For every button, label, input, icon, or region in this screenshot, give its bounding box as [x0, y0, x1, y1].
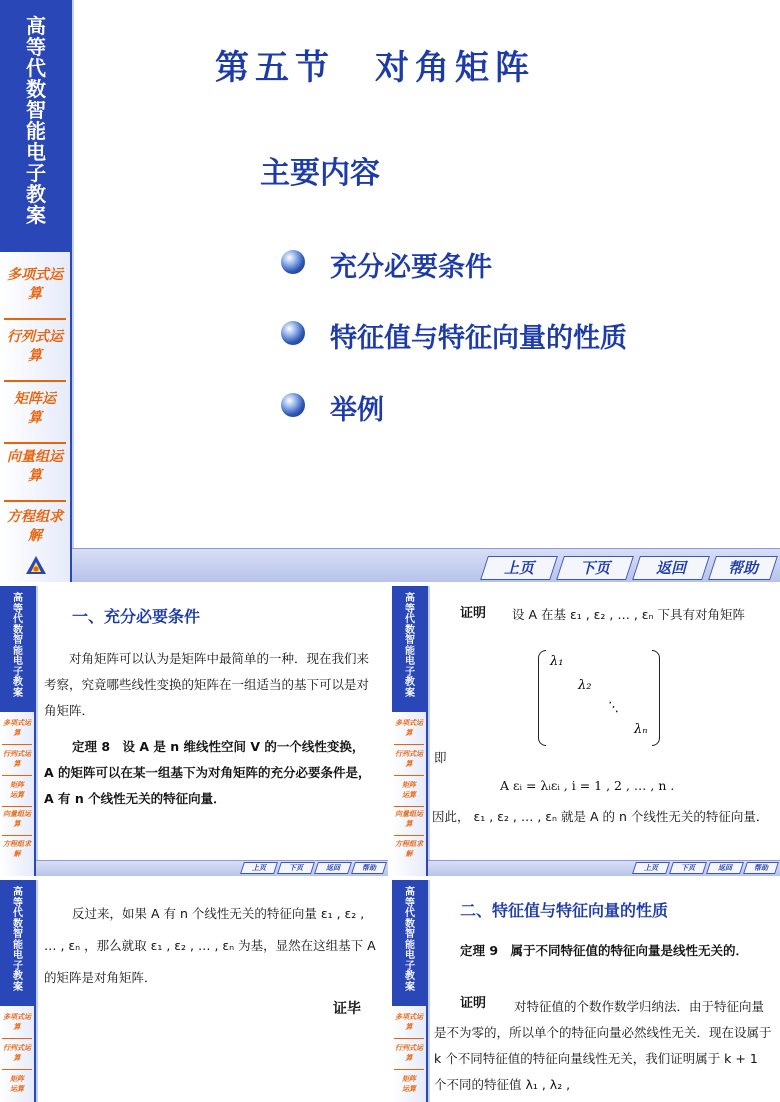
sidebar-menu: [392, 712, 428, 876]
content-item-1[interactable]: 充分必要条件: [330, 252, 492, 283]
diagonal-matrix: [538, 650, 660, 746]
nav-bar: [72, 548, 780, 582]
sidebar: [0, 0, 72, 582]
slide-title: 第五节 对角矩阵: [215, 48, 535, 88]
menu-item-polynomial[interactable]: 多项式运算: [0, 718, 34, 746]
help-button[interactable]: 帮助: [351, 862, 387, 874]
menu-item-matrix[interactable]: 矩阵运算: [0, 390, 70, 446]
nav-bar: [36, 860, 388, 876]
paragraph: 反过来，如果 A 有 n 个线性无关的特征向量 ε₁ , ε₂ , … , εₙ ，那么就取 ε₁ , ε₂ , … , εₙ 为基，显然在这组基下 A 的矩阵是对角矩阵．: [44, 906, 376, 985]
slide-4: [0, 880, 388, 1102]
sidebar-title: 高 等 代 数 智 能 电 子 教 案: [392, 586, 428, 712]
menu-item-polynomial[interactable]: 多项式运算: [0, 1012, 34, 1040]
matrix-entry: λ₁: [550, 654, 564, 669]
sidebar: [392, 586, 428, 876]
theorem-9: 定理 9 属于不同特征值的特征向量是线性无关的．: [460, 943, 749, 958]
menu-item-determinant[interactable]: 行列式运算: [392, 749, 426, 777]
menu-item-matrix[interactable]: 矩阵运算: [402, 1074, 416, 1093]
sidebar-menu: [0, 712, 36, 876]
menu-item-matrix[interactable]: 矩阵运算: [392, 780, 426, 808]
prev-page-button[interactable]: 上页: [480, 556, 558, 580]
next-page-button[interactable]: 下页: [556, 556, 634, 580]
section-heading: 二、特征值与特征向量的性质: [460, 901, 669, 920]
menu-item-polynomial[interactable]: 多项式运算: [0, 266, 70, 322]
menu-item-equation[interactable]: 方程组求解: [7, 509, 63, 544]
content-item-3[interactable]: 举例: [330, 395, 384, 426]
content-area: [36, 586, 388, 876]
menu-item-determinant[interactable]: 行列式运算: [0, 749, 34, 777]
menu-item-matrix[interactable]: 矩阵运算: [0, 780, 34, 808]
menu-item-determinant[interactable]: 行列式运算: [0, 328, 70, 384]
back-button[interactable]: 返回: [632, 556, 710, 580]
nav-bar: [428, 860, 780, 876]
sidebar-title: 高 等 代 数 智 能 电 子 教 案: [0, 586, 36, 712]
slide-subtitle: 主要内容: [260, 156, 380, 191]
sidebar-title: 高 等 代 数 智 能 电 子 教 案: [0, 880, 36, 1006]
slide-3: [392, 586, 780, 876]
slide-5: [392, 880, 780, 1102]
conclusion-text: 因此， ε₁ , ε₂ , … , εₙ 就是 A 的 n 个线性无关的特征向量．: [432, 809, 769, 824]
paragraph: 对角矩阵可以认为是矩阵中最简单的一种．现在我们来考察，究竟哪些线性变换的矩阵在一组适当的基下可以是对角矩阵．: [44, 651, 370, 718]
prev-page-button[interactable]: 上页: [240, 862, 278, 874]
matrix-entry: λ₂: [578, 678, 592, 693]
menu-item-determinant[interactable]: 行列式运算: [392, 1043, 426, 1071]
bullet-icon: [281, 393, 305, 417]
menu-item-matrix[interactable]: 矩阵运算: [10, 1074, 24, 1093]
sidebar-menu: [392, 1006, 428, 1102]
menu-item-vector[interactable]: 向量组运算: [0, 809, 34, 837]
sidebar: [392, 880, 428, 1102]
proof-end: 证毕: [333, 1001, 361, 1017]
menu-item-vector[interactable]: 向量组运算: [392, 809, 426, 837]
sidebar: [0, 880, 36, 1102]
text-ji: 即: [434, 750, 447, 765]
matrix-entry: λₙ: [634, 722, 648, 737]
menu-item-equation[interactable]: 方程组求解: [395, 839, 423, 858]
slide-2: [0, 586, 388, 876]
menu-item-polynomial[interactable]: 多项式运算: [392, 1012, 426, 1040]
proof-text: 设 A 在基 ε₁ , ε₂ , … , εₙ 下具有对角矩阵: [512, 607, 745, 622]
proof-label: 证明: [460, 606, 487, 621]
content-item-2[interactable]: 特征值与特征向量的性质: [330, 323, 627, 354]
equation: A εᵢ = λᵢεᵢ , i = 1 , 2 , … , n .: [500, 778, 675, 793]
menu-item-determinant[interactable]: 行列式运算: [0, 1043, 34, 1071]
sidebar: [0, 586, 36, 876]
menu-item-vector[interactable]: 向量组运算: [0, 448, 70, 504]
sidebar-menu: [0, 252, 72, 582]
bullet-icon: [281, 250, 305, 274]
sidebar-title: 高 等 代 数 智 能 电 子 教 案: [392, 880, 428, 1006]
help-button[interactable]: 帮助: [708, 556, 778, 580]
help-button[interactable]: 帮助: [743, 862, 779, 874]
section-heading: 一、充分必要条件: [72, 607, 201, 626]
theorem-8: 定理 8 设 A 是 n 维线性空间 V 的一个线性变换， A 的矩阵可以在某一组基下为对角矩阵的充分必要条件是， A 有 n 个线性无关的特征向量．: [44, 739, 371, 806]
next-page-button[interactable]: 下页: [669, 862, 707, 874]
proof-label: 证明: [460, 996, 487, 1011]
bullet-icon: [281, 321, 305, 345]
menu-item-polynomial[interactable]: 多项式运算: [392, 718, 426, 746]
sidebar-menu: [0, 1006, 36, 1102]
back-button[interactable]: 返回: [706, 862, 744, 874]
matrix-entry: ⋱: [606, 700, 619, 715]
back-button[interactable]: 返回: [314, 862, 352, 874]
proof-text: 对特征值的个数作数学归纳法．由于特征向量是不为零的，所以单个的特征向量必然线性无关．现在设属于 k 个不同特征值的特征向量线性无关，我们证明属于 k + 1 个不同的特征值 λ₁ , λ₂ ,: [434, 999, 772, 1092]
prev-page-button[interactable]: 上页: [632, 862, 670, 874]
next-page-button[interactable]: 下页: [277, 862, 315, 874]
menu-item-equation[interactable]: 方程组求解: [3, 839, 31, 858]
logo-icon: [24, 554, 48, 578]
sidebar-title: 高 等 代 数 智 能 电 子 教 案: [0, 0, 72, 252]
